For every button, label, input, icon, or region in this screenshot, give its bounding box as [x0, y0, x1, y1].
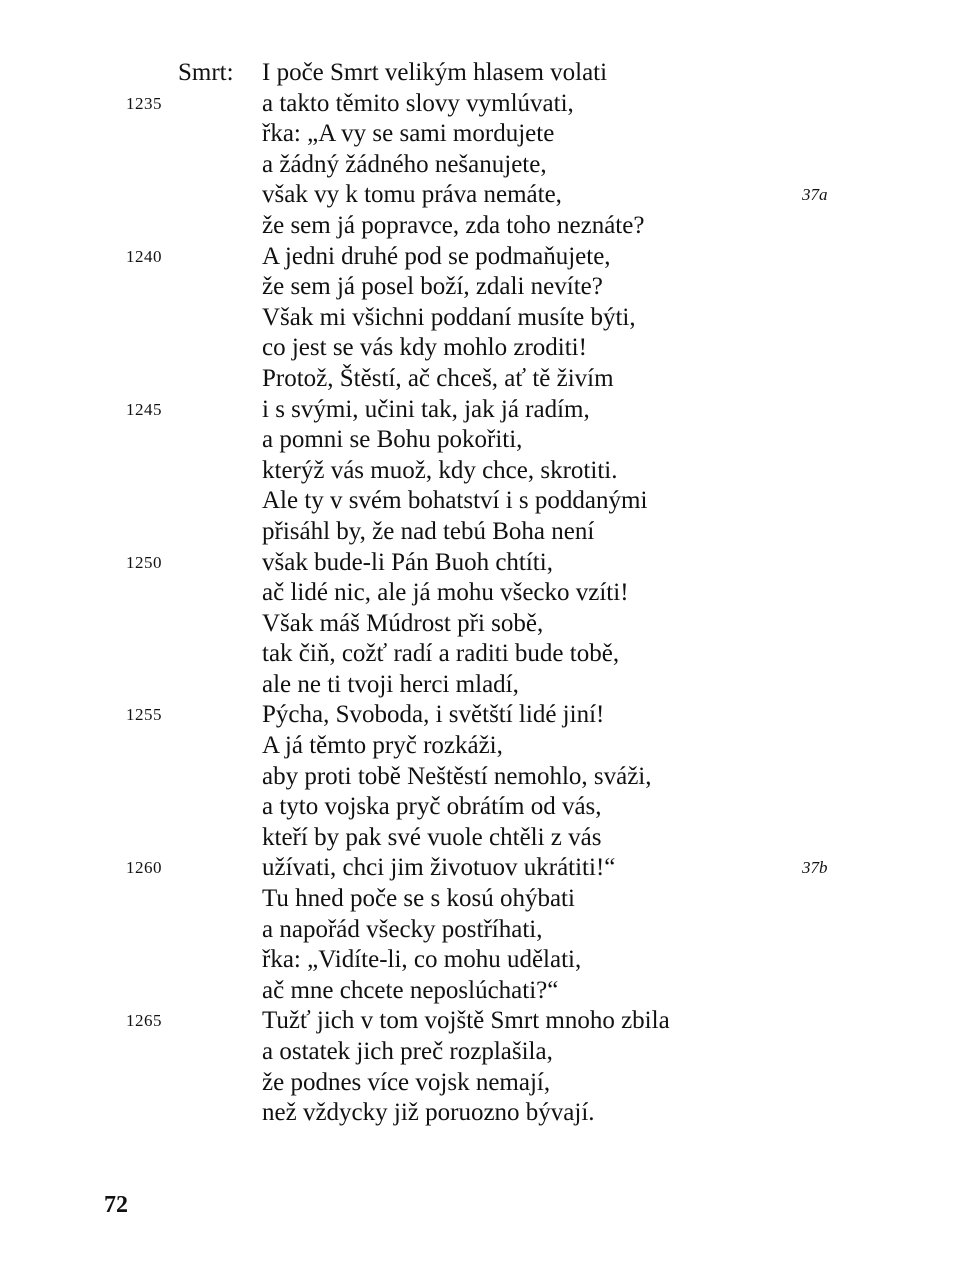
- verse-text: kterýž vás muož, kdy chce, skrotiti.: [262, 456, 618, 484]
- verse-line: [262, 792, 670, 823]
- verse-text: že sem já popravce, zda toho neznáte?: [262, 211, 645, 239]
- verse-text: a žádný žádného nešanujete,: [262, 150, 547, 178]
- verse-line: [262, 1068, 670, 1099]
- verse-line: [262, 945, 670, 976]
- verse-text: Však mi všichni poddaní musíte býti,: [262, 303, 636, 331]
- verse-line: [262, 364, 670, 395]
- verse-text: Ale ty v svém bohatství i s poddanými: [262, 487, 648, 515]
- verse-line: [262, 119, 670, 150]
- verse-line: [262, 639, 670, 670]
- verse-text: a napořád všecky postříhati,: [262, 915, 543, 943]
- verse-line: [262, 976, 670, 1007]
- verse-text: ač mne chcete neposlúchati?“: [262, 976, 559, 1004]
- verse-line: [262, 180, 828, 211]
- verse-text: aby proti tobě Neštěstí nemohlo, sváži,: [262, 762, 652, 790]
- verse-text: Pýcha, Svoboda, i světští lidé jiní!: [262, 701, 605, 729]
- line-number: 1235: [126, 93, 162, 113]
- verse-line: [262, 303, 670, 334]
- verse-text: a ostatek jich preč rozplašila,: [262, 1038, 553, 1065]
- verse-text: však vy k tomu práva nemáte,: [262, 181, 562, 209]
- verse-text: a takto těmito slovy vymlúvati,: [262, 89, 574, 117]
- verse-text: řka: „A vy se sami mordujete: [262, 120, 555, 148]
- verse-text: řka: „Vidíte-li, co mohu udělati,: [262, 946, 582, 974]
- verse-text: Tu hned poče se s kosú ohýbati: [262, 885, 575, 913]
- verse-text: ale ne ti tvoji herci mladí,: [262, 670, 519, 698]
- verse-line: [262, 670, 670, 701]
- verse-line: [262, 1037, 670, 1068]
- verse-line: [126, 548, 670, 579]
- verse-line: [262, 486, 670, 517]
- verse-text: I poče Smrt velikým hlasem volati: [262, 59, 608, 86]
- verse-line: [126, 89, 670, 120]
- verse-line: [262, 333, 670, 364]
- verse-line: [126, 242, 670, 273]
- page-number: 72: [104, 1192, 128, 1218]
- speaker-label: Smrt:: [178, 59, 234, 86]
- verse-text: tak čiň, cožť radí a raditi bude tobě,: [262, 640, 620, 668]
- folio-marker: 37a: [802, 185, 828, 205]
- verse-line: [262, 578, 670, 609]
- verse-text: A jedni druhé pod se podmaňujete,: [262, 242, 611, 270]
- verse-line: [262, 456, 670, 487]
- verse-text: A já těmto pryč rozkáži,: [262, 732, 503, 760]
- line-number: 1245: [126, 399, 162, 419]
- verse-text: než vždycky již poruozno bývají.: [262, 1099, 595, 1127]
- verse-line: [262, 762, 670, 793]
- verse-line: [262, 915, 670, 946]
- verse-list: [126, 58, 828, 1129]
- verse-text: ač lidé nic, ale já mohu všecko vzíti!: [262, 579, 629, 607]
- verse-text: kteří by pak své vuole chtěli z vás: [262, 823, 602, 851]
- verse-line: [262, 58, 670, 89]
- verse-line: [262, 609, 670, 640]
- line-number: 1240: [126, 246, 162, 266]
- verse-text: přisáhl by, že nad tebú Boha není: [262, 517, 595, 545]
- line-number: 1255: [126, 705, 162, 725]
- folio-marker: 37b: [802, 858, 828, 878]
- verse-text: že sem já posel boží, zdali nevíte?: [262, 273, 603, 301]
- verse-text: i s svými, učini tak, jak já radím,: [262, 395, 590, 423]
- verse-line: [262, 517, 670, 548]
- verse-text: však bude-li Pán Buoh chtíti,: [262, 548, 553, 576]
- verse-line: [262, 211, 670, 242]
- verse-line: [126, 395, 670, 426]
- line-number: 1265: [126, 1011, 162, 1031]
- verse-text: Protož, Štěstí, ač chceš, ať tě živím: [262, 364, 614, 392]
- verse-text: co jest se vás kdy mohlo zroditi!: [262, 334, 587, 362]
- verse-line: [262, 150, 670, 181]
- verse-text: a tyto vojska pryč obrátím od vás,: [262, 793, 602, 821]
- verse-line: [126, 1006, 670, 1037]
- verse-line: [262, 884, 670, 915]
- verse-line: [262, 425, 670, 456]
- verse-text: užívati, chci jim životuov ukrátiti!“: [262, 854, 616, 882]
- verse-text: a pomni se Bohu pokořiti,: [262, 426, 523, 454]
- line-number: 1260: [126, 858, 162, 878]
- verse-line: [126, 853, 828, 884]
- verse-text: Tužť jich v tom vojště Smrt mnoho zbila: [262, 1007, 670, 1035]
- verse-line: [262, 272, 670, 303]
- verse-text: že podnes více vojsk nemají,: [262, 1068, 551, 1096]
- verse-text: Však máš Múdrost při sobě,: [262, 609, 544, 637]
- verse-line: [262, 731, 670, 762]
- verse-line: [262, 823, 670, 854]
- verse-line: [126, 700, 670, 731]
- line-number: 1250: [126, 552, 162, 572]
- verse-line: [262, 1098, 670, 1129]
